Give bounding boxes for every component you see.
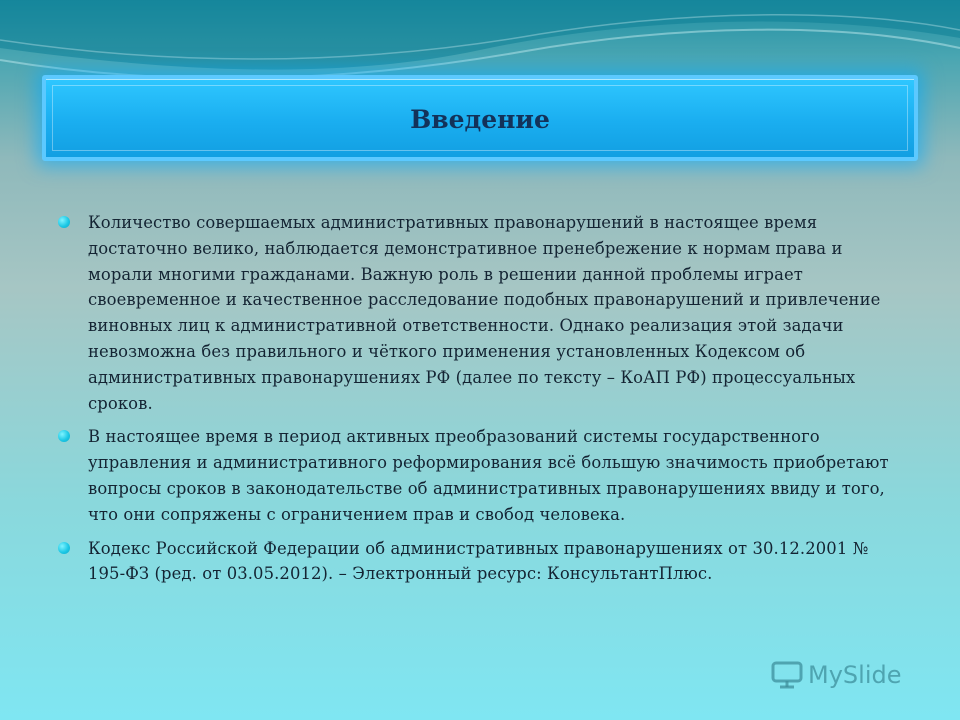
bullet-text: В настоящее время в период активных преобразований системы государственного управления и административного реформирования всё большую значимость приобретают вопросы сроков в законодательстве об административных правонарушениях ввиду и того, что они сопряжены с ограничением прав и свобод человека. xyxy=(88,427,889,524)
bullet-item xyxy=(56,424,896,527)
myslide-watermark xyxy=(770,657,901,693)
bullet-text: Кодекс Российской Федерации об административных правонарушениях от 30.12.2001 № 195-ФЗ (ред. от 03.05.2012). – Электронный ресурс: КонсультантПлюс. xyxy=(88,538,869,584)
slide-title: Введение xyxy=(410,104,550,134)
bullet-text: Количество совершаемых административных правонарушений в настоящее время достаточно велико, наблюдается демонстративное пренебрежение к нормам права и морали многими гражданами. Важную роль в решении данной проблемы играет своевременное и качественное расследование подобных правонарушений и привлечение виновных лиц к административной ответственности. Однако реализация этой задачи невозможна без правильного и чёткого применения установленных Кодексом об административных правонарушениях РФ (далее по тексту – КоАП РФ) процессуальных сроков. xyxy=(88,213,881,413)
bullet-dot-icon xyxy=(58,216,70,228)
bullet-dot-icon xyxy=(58,430,70,442)
bullet-item xyxy=(56,536,896,588)
watermark-text: MySlide xyxy=(808,661,902,689)
bullet-item xyxy=(56,210,896,416)
bullet-list xyxy=(56,210,896,595)
presentation-screen-icon xyxy=(770,660,804,690)
title-banner xyxy=(42,75,918,161)
bullet-dot-icon xyxy=(58,542,70,554)
